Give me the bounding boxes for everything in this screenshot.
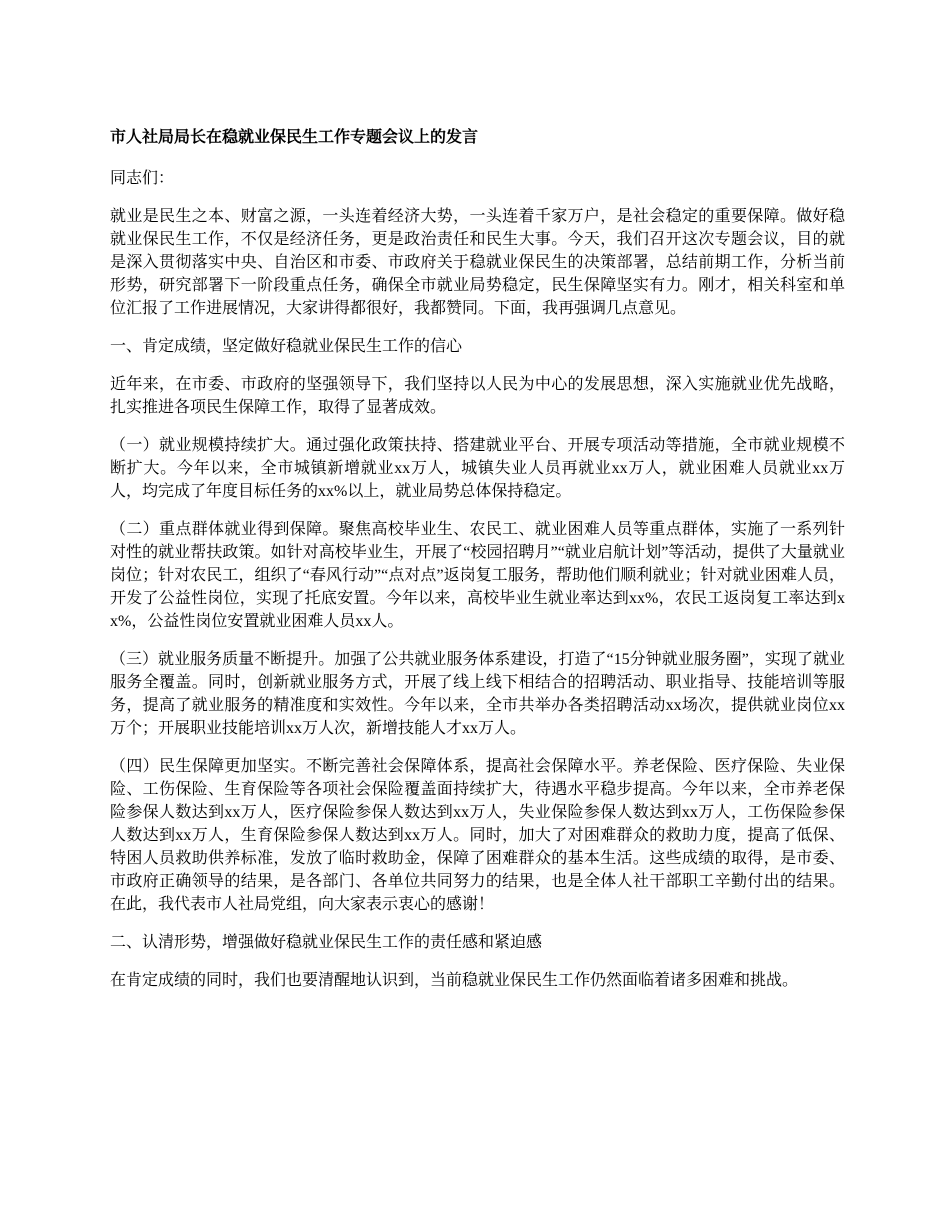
section-heading-2: 二、认清形势，增强做好稳就业保民生工作的责任感和紧迫感	[110, 934, 543, 951]
paragraph-point-1: （一）就业规模持续扩大。通过强化政策扶持、搭建就业平台、开展专项活动等措施，全市就业规模不断扩大。今年以来，全市城镇新增就业xx万人，城镇失业人员再就业xx万人，就业困难人员就业xx万人，均完成了年度目标任务的xx%以上，就业局势总体保持稳定。	[110, 437, 845, 500]
section-heading-1: 一、肯定成绩，坚定做好稳就业保民生工作的信心	[110, 338, 463, 355]
salutation: 同志们：	[110, 170, 175, 187]
paragraph-situation: 在肯定成绩的同时，我们也要清醒地认识到，当前稳就业保民生工作仍然面临着诸多困难和挑战。	[110, 972, 799, 989]
paragraph-point-4: （四）民生保障更加坚实。不断完善社会保障体系，提高社会保障水平。养老保险、医疗保险、失业保险、工伤保险、生育保险等各项社会保险覆盖面持续扩大，待遇水平稳步提高。今年以来，全市养老保险参保人数达到xx万人，医疗保险参保人数达到xx万人，失业保险参保人数达到xx万人，工伤保险参保人数达到xx万人，生育保险参保人数达到xx万人。同时，加大了对困难群众的救助力度，提高了低保、特困人员救助供养标准，发放了临时救助金，保障了困难群众的基本生活。这些成绩的取得，是市委、市政府正确领导的结果，是各部门、各单位共同努力的结果，也是全体人社干部职工辛勤付出的结果。在此，我代表市人社局党组，向大家表示衷心的感谢！	[110, 758, 845, 913]
paragraph-achievements-overview: 近年来，在市委、市政府的坚强领导下，我们坚持以人民为中心的发展思想，深入实施就业优先战略，扎实推进各项民生保障工作，取得了显著成效。	[110, 376, 845, 416]
intro-paragraph: 就业是民生之本、财富之源，一头连着经济大势，一头连着千家万户，是社会稳定的重要保障。做好稳就业保民生工作，不仅是经济任务，更是政治责任和民生大事。今天，我们召开这次专题会议，目的就是深入贯彻落实中央、自治区和市委、市政府关于稳就业保民生的决策部署，总结前期工作，分析当前形势，研究部署下一阶段重点任务，确保全市就业局势稳定，民生保障坚实有力。刚才，相关科室和单位汇报了工作进展情况，大家讲得都很好，我都赞同。下面，我再强调几点意见。	[110, 208, 845, 317]
paragraph-point-2: （二）重点群体就业得到保障。聚焦高校毕业生、农民工、就业困难人员等重点群体，实施了一系列针对性的就业帮扶政策。如针对高校毕业生，开展了“校园招聘月”“就业启航计划”等活动，提供了大量就业岗位；针对农民工，组织了“春风行动”“点对点”返岗复工服务，帮助他们顺利就业；针对就业困难人员，开发了公益性岗位，实现了托底安置。今年以来，高校毕业生就业率达到xx%，农民工返岗复工率达到xx%，公益性岗位安置就业困难人员xx人。	[110, 521, 845, 630]
document-title: 市人社局局长在稳就业保民生工作专题会议上的发言	[110, 129, 479, 146]
paragraph-point-3: （三）就业服务质量不断提升。加强了公共就业服务体系建设，打造了“15分钟就业服务圈”，实现了就业服务全覆盖。同时，创新就业服务方式，开展了线上线下相结合的招聘活动、职业指导、技能培训等服务，提高了就业服务的精准度和实效性。今年以来，全市共举办各类招聘活动xx场次，提供就业岗位xx万个；开展职业技能培训xx万人次，新增技能人才xx万人。	[110, 651, 845, 737]
